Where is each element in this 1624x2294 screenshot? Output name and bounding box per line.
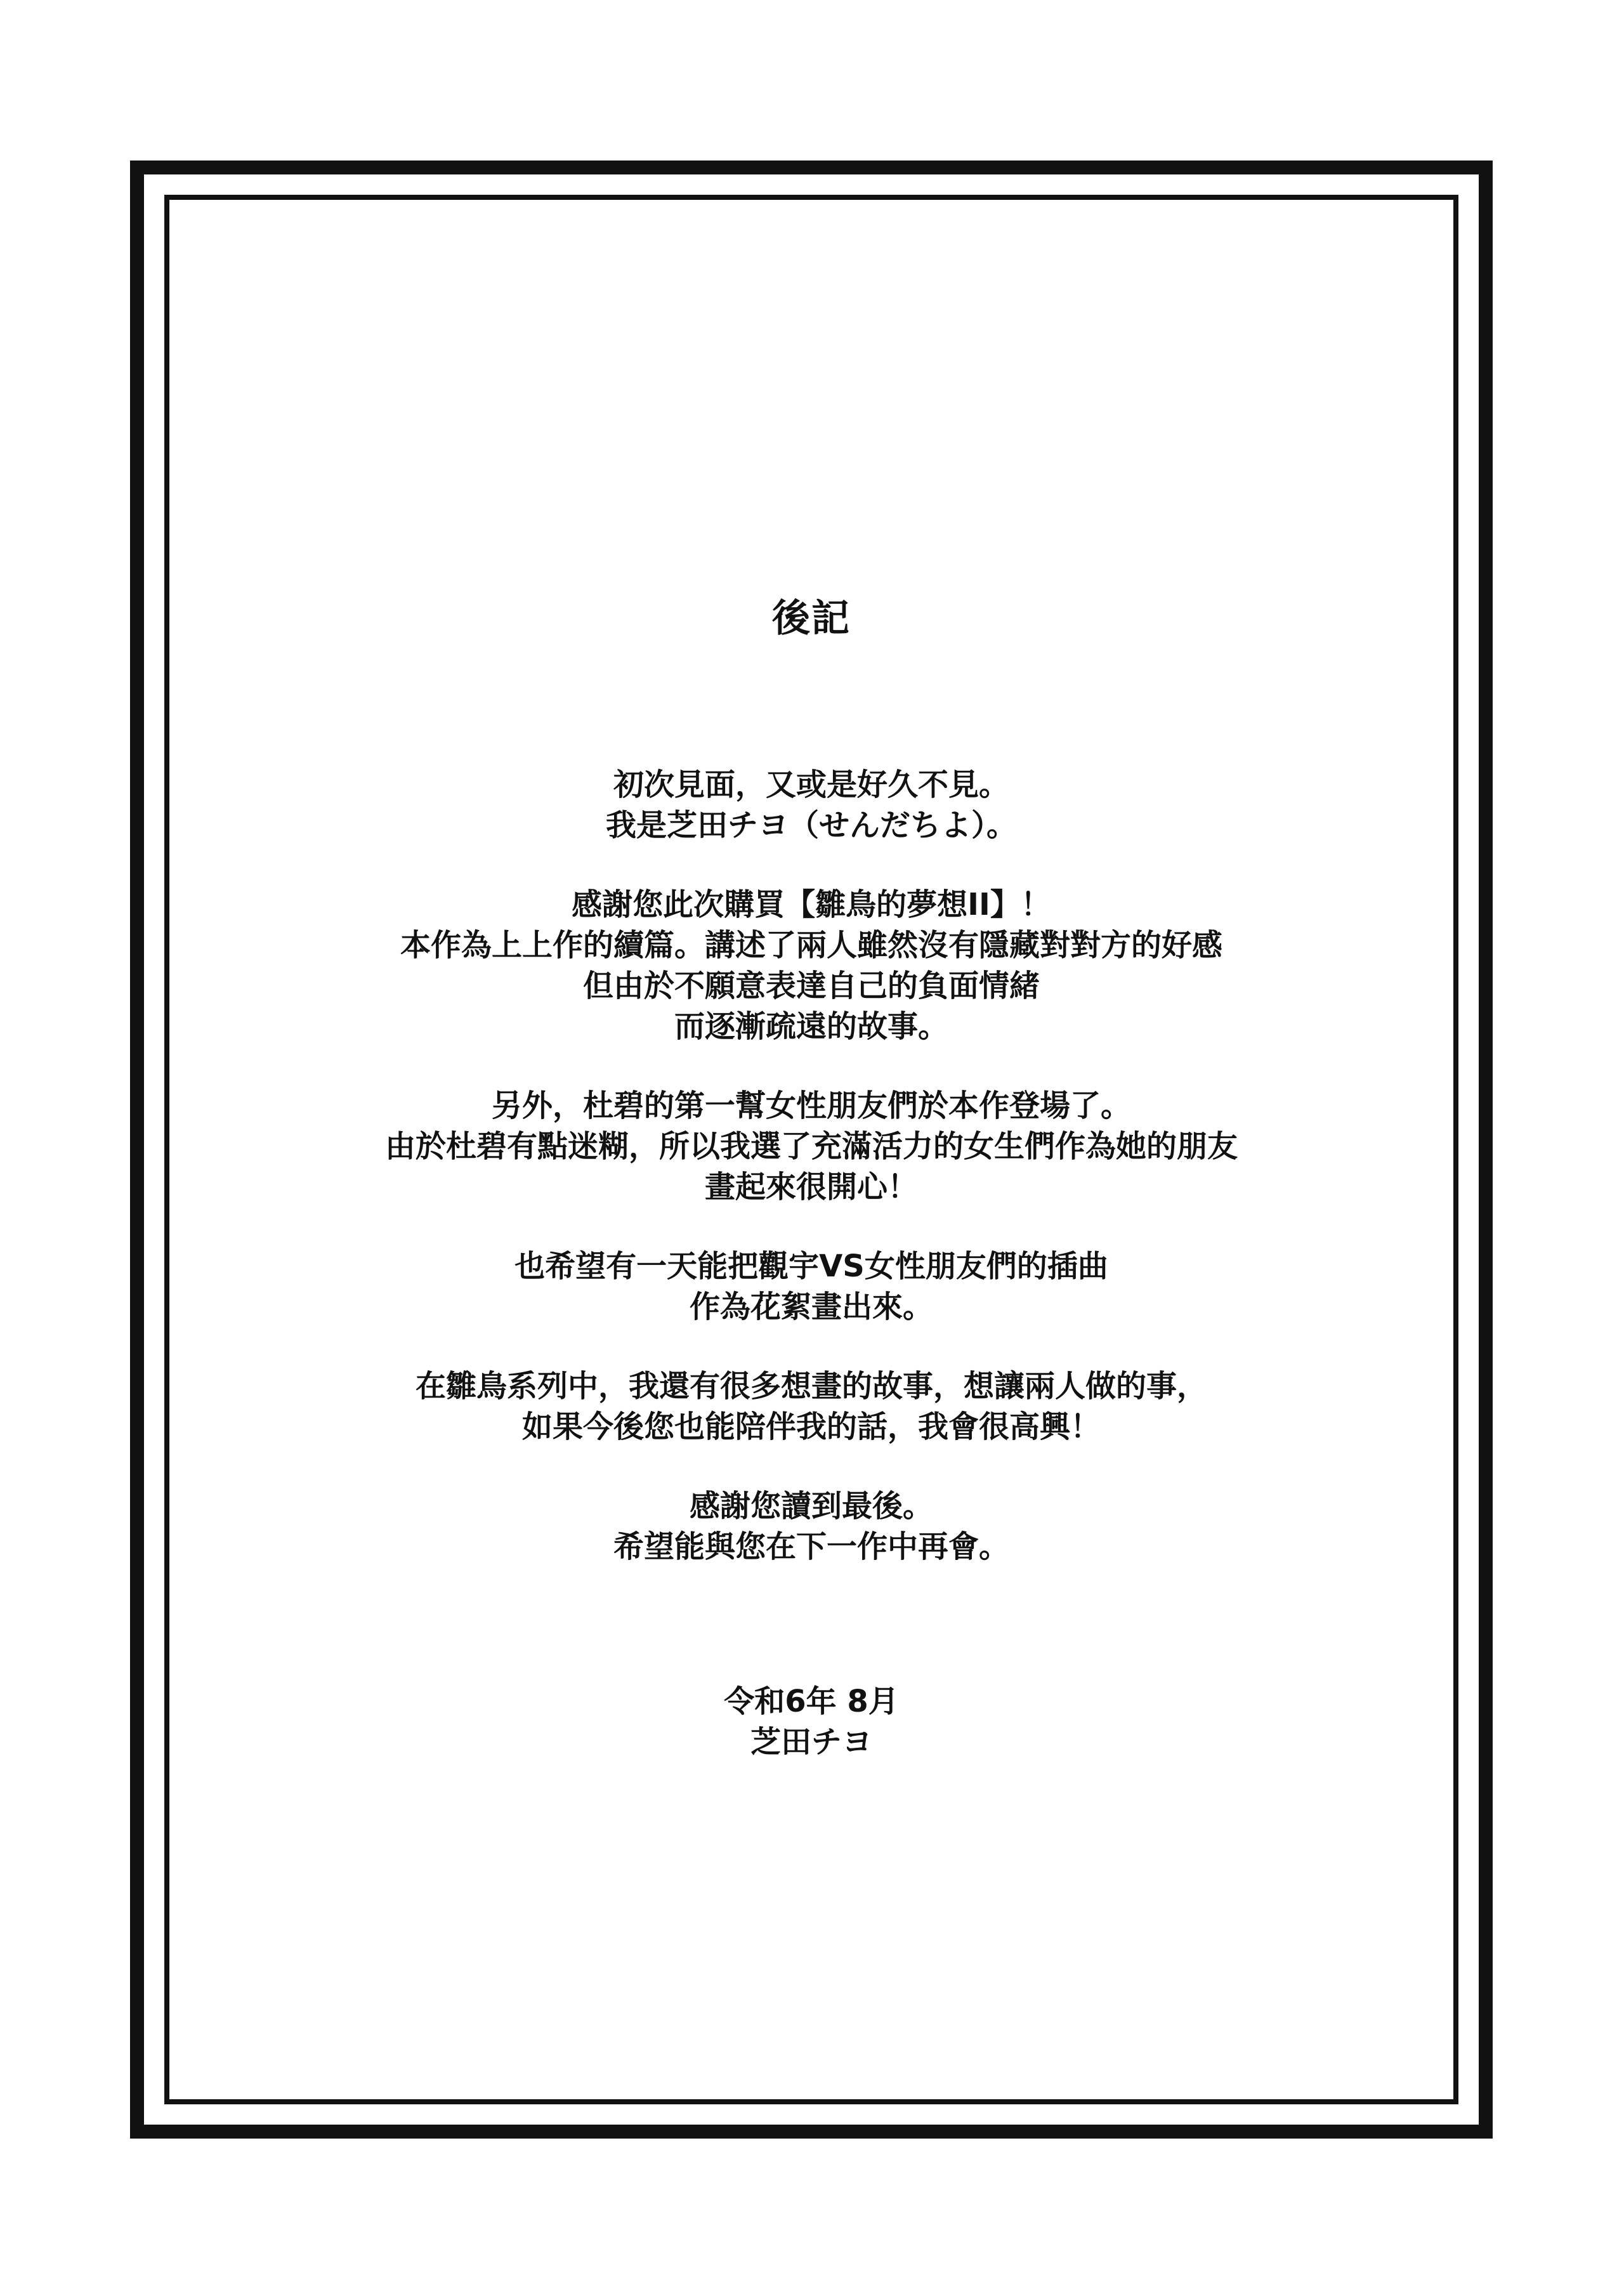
signature-block — [169, 1681, 1453, 1762]
paragraph-line: 我是芝田チヨ（せんだちよ）。 — [605, 808, 1017, 843]
paragraph-series-plans — [169, 1366, 1453, 1447]
paragraph-line: 另外，杜碧的第一幫女性朋友們於本作登場了。 — [491, 1088, 1131, 1124]
paragraph-line: 初次見面，又或是好久不見。 — [613, 767, 1009, 803]
paragraph-line: 本作為上上作的續篇。講述了兩人雖然沒有隱藏對對方的好感 — [400, 927, 1222, 963]
afterword-content — [169, 593, 1453, 1762]
paragraph-line: 也希望有一天能把觀宇VS女性朋友們的插曲 — [514, 1249, 1108, 1284]
afterword-title: 後記 — [772, 596, 851, 641]
paragraph-line: 感謝您讀到最後。 — [689, 1488, 933, 1524]
paragraph-line: 如果今後您也能陪伴我的話，我會很高興！ — [521, 1409, 1101, 1445]
paragraph-line: 由於杜碧有點迷糊，所以我選了充滿活力的女生們作為她的朋友 — [384, 1129, 1238, 1164]
paragraph-line: 而逐漸疏遠的故事。 — [674, 1009, 948, 1044]
paragraph-hope-extra — [169, 1246, 1453, 1327]
paragraph-new-characters — [169, 1085, 1453, 1207]
paragraph-line: 感謝您此次購買【雛鳥的夢想II】！ — [572, 887, 1051, 922]
paragraph-closing — [169, 1486, 1453, 1567]
signature-author: 芝田チヨ — [750, 1724, 872, 1760]
paragraph-line: 畫起來很開心！ — [704, 1169, 918, 1205]
paragraph-line: 但由於不願意表達自己的負面情緒 — [582, 968, 1040, 1004]
signature-date: 令和6年 8月 — [724, 1684, 899, 1719]
paragraph-line: 在雛鳥系列中，我還有很多想畫的故事，想讓兩人做的事， — [415, 1368, 1207, 1404]
paragraph-greeting — [169, 764, 1453, 846]
inner-page-border — [164, 195, 1458, 2104]
paragraph-line: 希望能與您在下一作中再會。 — [613, 1529, 1009, 1564]
paragraph-line: 作為花絮畫出來。 — [689, 1289, 933, 1325]
paragraph-thanks-purchase — [169, 884, 1453, 1047]
outer-page-border — [130, 161, 1493, 2139]
